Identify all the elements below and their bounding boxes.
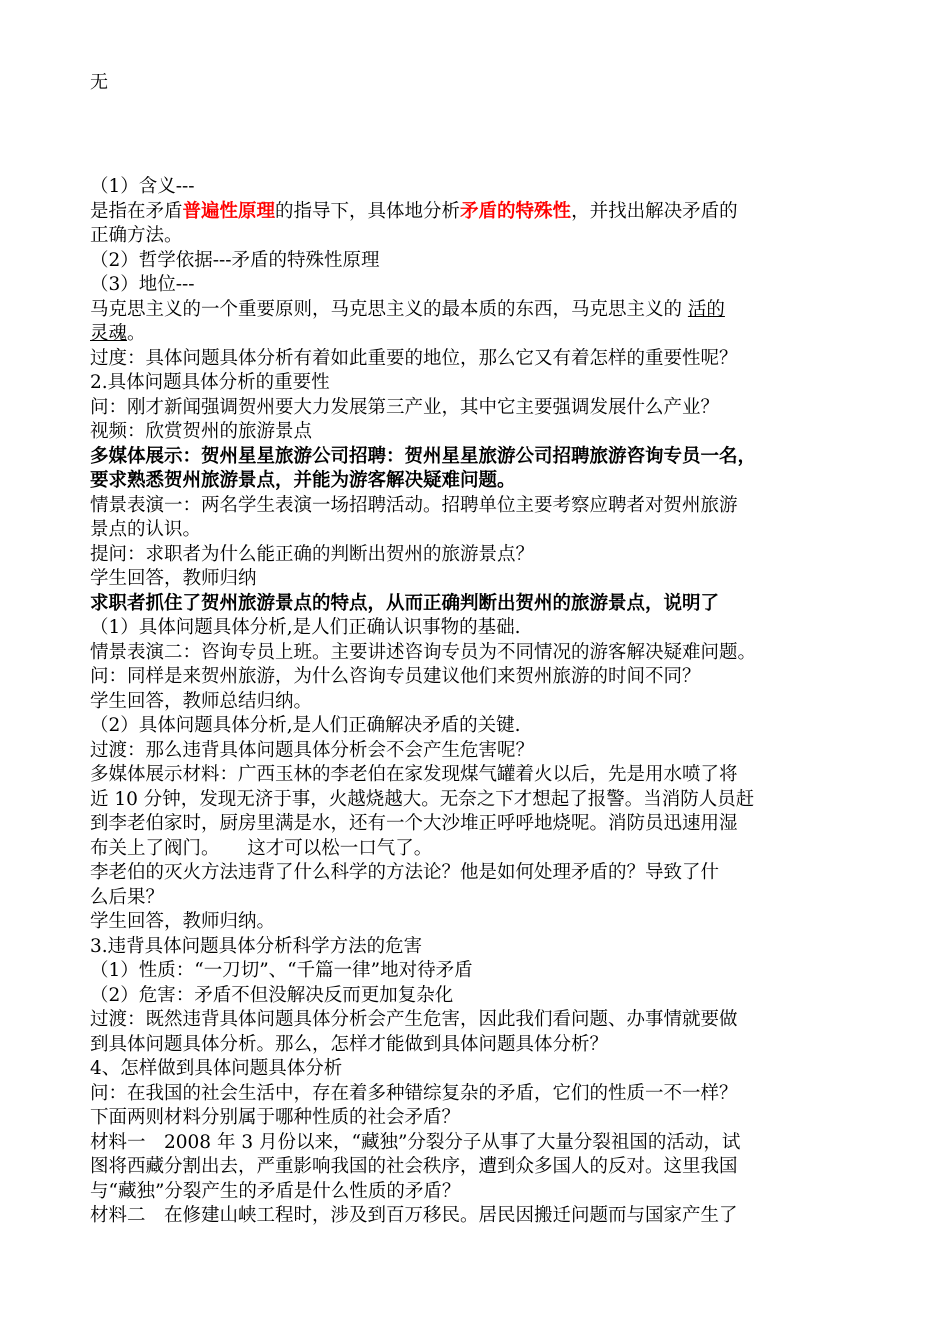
text-line	[90, 518, 875, 543]
text-line	[90, 1106, 875, 1131]
text-run: 近 10 分钟，发现无济于事，火越烧越大。无奈之下才想起了报警。当消防人员赶	[90, 788, 755, 810]
text-run: 过渡：那么违背具体问题具体分析会不会产生危害呢？	[90, 739, 535, 761]
text-line	[90, 347, 875, 372]
text-run: 情景表演二：咨询专员上班。主要讲述咨询专员为不同情况的游客解决疑难问题。	[90, 641, 757, 663]
text-line	[90, 445, 875, 470]
text-line	[90, 935, 875, 960]
text-line	[90, 200, 875, 225]
text-line	[90, 298, 875, 323]
text-run: 过度：具体问题具体分析有着如此重要的地位，那么它又有着怎样的重要性呢？	[90, 347, 738, 369]
text-line	[90, 249, 875, 274]
text-run: （2）具体问题具体分析,是人们正确解决矛盾的关键.	[90, 715, 521, 736]
text-line	[90, 1155, 875, 1180]
text-line	[90, 1180, 875, 1205]
text-line	[90, 763, 875, 788]
underlined-text: 活的	[687, 298, 725, 320]
text-line	[90, 739, 875, 764]
text-run: 景点的认识。	[90, 519, 202, 540]
text-run: （3）地位---	[90, 274, 195, 295]
text-run: 问：在我国的社会生活中，存在着多种错综复杂的矛盾，它们的性质一不一样？	[90, 1082, 738, 1104]
underlined-text: 灵魂	[90, 323, 128, 344]
text-run: 学生回答，教师总结归纳。	[90, 690, 313, 712]
text-run: 学生回答，教师归纳。	[90, 911, 276, 932]
text-run: 布关上了阀门。 这才可以松一口气了。	[90, 837, 433, 859]
text-run: 与“藏独”分裂产生的矛盾是什么性质的矛盾？	[90, 1180, 461, 1202]
text-line	[90, 616, 875, 641]
text-line	[90, 273, 875, 298]
text-line	[90, 714, 875, 739]
text-line	[90, 910, 875, 935]
text-run: 下面两则材料分别属于哪种性质的社会矛盾？	[90, 1107, 461, 1128]
text-run: 到具体问题具体分析。那么，怎样才能做到具体问题具体分析？	[90, 1033, 609, 1055]
text-run: 图将西藏分割出去，严重影响我国的社会秩序，遭到众多国人的反对。这里我国	[90, 1156, 738, 1177]
text-line	[90, 886, 875, 911]
text-line	[90, 592, 875, 617]
text-line	[90, 788, 875, 813]
text-run: （1）含义---	[90, 176, 195, 197]
text-line	[90, 396, 875, 421]
text-line	[90, 984, 875, 1009]
text-run: 的指导下，具体地分析	[275, 200, 461, 222]
highlighted-term: 矛盾的特殊性	[460, 200, 572, 222]
bold-text: 求职者抓住了贺州旅游景点的特点，从而正确判断出贺州的旅游景点，说明了	[90, 592, 720, 614]
text-line	[90, 812, 875, 837]
text-run: （2）危害：矛盾不但没解决反而更加复杂化	[90, 984, 454, 1006]
text-run: 是指在矛盾	[90, 200, 183, 222]
text-line	[90, 1057, 875, 1082]
text-line	[90, 861, 875, 886]
text-run: 视频：欣赏贺州的旅游景点	[90, 421, 313, 442]
text-run: 材料二 在修建山峡工程时，涉及到百万移民。居民因搬迁问题而与国家产生了	[90, 1205, 738, 1226]
text-run: 2.具体问题具体分析的重要性	[90, 372, 330, 393]
text-run: 正确方法。	[90, 225, 183, 246]
text-line	[90, 420, 875, 445]
text-run: （1）性质：“一刀切”、“千篇一律”地对待矛盾	[90, 960, 473, 981]
text-line	[90, 469, 875, 494]
page-header: 无	[90, 72, 108, 93]
text-run: 提问：求职者为什么能正确的判断出贺州的旅游景点？	[90, 543, 535, 565]
text-line	[90, 1082, 875, 1107]
text-line	[90, 959, 875, 984]
text-run: 多媒体展示材料：广西玉林的李老伯在家发现煤气罐着火以后，先是用水喷了将	[90, 764, 738, 785]
text-line	[90, 567, 875, 592]
text-run: 问：同样是来贺州旅游，为什么咨询专员建议他们来贺州旅游的时间不同？	[90, 666, 701, 687]
text-run: 问：刚才新闻强调贺州要大力发展第三产业，其中它主要强调发展什么产业？	[90, 396, 720, 418]
text-line	[90, 175, 875, 200]
text-line	[90, 322, 875, 347]
highlighted-term: 普遍性原理	[182, 200, 276, 222]
text-run: （2）哲学依据---矛盾的特殊性原理	[90, 249, 380, 271]
bold-text: 多媒体展示：贺州星星旅游公司招聘：贺州星星旅游公司招聘旅游咨询专员一名，	[90, 445, 757, 467]
text-run: 过渡：既然违背具体问题具体分析会产生危害，因此我们看问题、办事情就要做	[90, 1009, 738, 1030]
text-line	[90, 371, 875, 396]
text-line	[90, 543, 875, 568]
bold-text: 要求熟悉贺州旅游景点，并能为游客解决疑难问题。	[90, 470, 516, 491]
text-line	[90, 224, 875, 249]
document-body	[90, 175, 875, 1229]
text-run: ，并找出解决矛盾的	[571, 200, 738, 222]
text-run: 马克思主义的一个重要原则，马克思主义的最本质的东西，马克思主义的	[90, 298, 688, 320]
text-run: 么后果？	[90, 886, 165, 908]
text-run: 3.违背具体问题具体分析科学方法的危害	[90, 935, 423, 957]
text-line	[90, 690, 875, 715]
text-line	[90, 494, 875, 519]
text-line	[90, 665, 875, 690]
text-line	[90, 1131, 875, 1156]
text-run: 材料一 2008 年 3 月份以来，“藏独”分裂分子从事了大量分裂祖国的活动，试	[90, 1131, 741, 1153]
text-run: 学生回答，教师归纳	[90, 568, 257, 589]
text-line	[90, 641, 875, 666]
text-line	[90, 1033, 875, 1058]
text-run: 李老伯的灭火方法违背了什么科学的方法论？他是如何处理矛盾的？导致了什	[90, 862, 720, 883]
text-run: 情景表演一：两名学生表演一场招聘活动。招聘单位主要考察应聘者对贺州旅游	[90, 494, 738, 516]
text-line	[90, 1008, 875, 1033]
text-run: 4、怎样做到具体问题具体分析	[90, 1058, 343, 1079]
text-run: （1）具体问题具体分析,是人们正确认识事物的基础.	[90, 617, 521, 638]
text-run: 。	[127, 323, 146, 344]
text-line	[90, 1204, 875, 1229]
text-run: 到李老伯家时，厨房里满是水，还有一个大沙堆正呼呼地烧呢。消防员迅速用湿	[90, 813, 738, 834]
text-line	[90, 837, 875, 862]
